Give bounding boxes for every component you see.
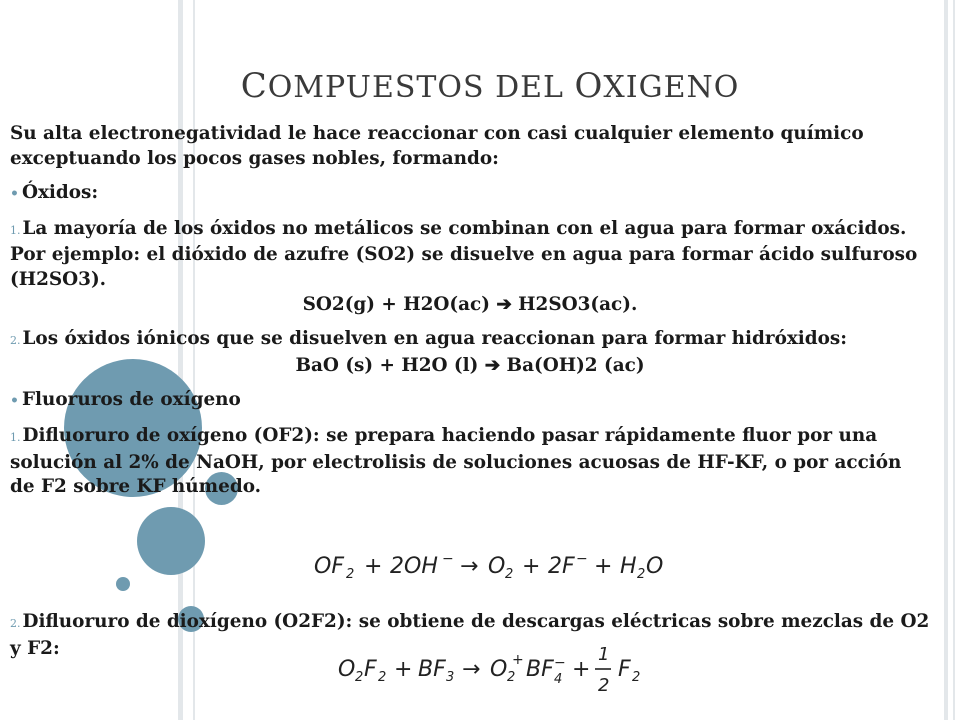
svg-text:OF: OF — [314, 554, 344, 579]
list-item-oxidos-1: 1. La mayoría de los óxidos no metálicos se combinan con el agua para formar oxácidos. Por ejemplo: el dióxido de azufre (SO2) se disuelve en agua para formar ácido sulfuroso (H2SO3). — [10, 217, 918, 290]
svg-text:BF: BF — [526, 657, 554, 682]
svg-text:+: + — [522, 554, 541, 579]
list-item-fluoruros-2: 2. Difluoruro de dioxígeno (O2F2): se obtiene de descargas eléctricas sobre mezclas de O2 y F2: — [10, 611, 930, 659]
decor-circle — [137, 507, 205, 575]
svg-text:→: → — [462, 657, 481, 682]
svg-text:F: F — [618, 657, 631, 682]
decor-line — [944, 0, 948, 720]
list-item-oxidos-2: 2. Los óxidos iónicos que se disuelven en agua reaccionan para formar hidróxidos: — [10, 328, 848, 350]
svg-text:+: + — [594, 554, 613, 579]
svg-text:−: − — [442, 551, 454, 567]
svg-text:−: − — [554, 655, 566, 671]
svg-text:3: 3 — [446, 670, 455, 685]
decor-circle — [116, 577, 130, 591]
bullet-icon: • — [10, 186, 19, 203]
svg-text:2: 2 — [507, 670, 516, 685]
equation-o2f2-image — [336, 636, 666, 698]
svg-text:2: 2 — [355, 670, 364, 685]
svg-text:2F: 2F — [548, 554, 575, 579]
slide-body — [10, 122, 930, 500]
svg-text:2: 2 — [505, 567, 514, 582]
svg-text:4: 4 — [554, 672, 563, 687]
arrow-icon: ➔ — [484, 354, 501, 376]
equation-bao: BaO (s) + H2O (l) ➔ Ba(OH)2 (ac) — [295, 354, 645, 376]
section-heading-fluoruros: • Fluoruros de oxígeno — [10, 389, 241, 411]
svg-text:+: + — [394, 657, 413, 682]
decor-line — [953, 0, 955, 720]
svg-text:→: → — [460, 554, 479, 579]
arrow-icon: ➔ — [496, 293, 512, 315]
bullet-icon: • — [10, 393, 19, 410]
svg-text:2OH: 2OH — [390, 554, 438, 579]
svg-text:2: 2 — [632, 670, 641, 685]
svg-text:F: F — [364, 657, 377, 682]
svg-text:−: − — [576, 551, 588, 567]
svg-text:+: + — [572, 657, 591, 682]
intro-paragraph: Su alta electronegatividad le hace reaccionar con casi cualquier elemento químico exceptuando los pocos gases nobles, formando: — [10, 123, 864, 169]
svg-text:+: + — [512, 652, 524, 668]
svg-text:2: 2 — [346, 567, 355, 582]
svg-text:2: 2 — [598, 675, 610, 696]
svg-text:2: 2 — [378, 670, 387, 685]
svg-text:+: + — [364, 554, 383, 579]
svg-text:1: 1 — [598, 644, 610, 665]
svg-text:O: O — [488, 554, 506, 579]
svg-text:H: H — [620, 554, 637, 579]
svg-text:O: O — [646, 554, 664, 579]
svg-text:BF: BF — [418, 657, 446, 682]
slide-title: COMPUESTOS DEL OXIGENO — [240, 66, 740, 106]
svg-text:O: O — [338, 657, 356, 682]
equation-so2: SO2(g) + H2O(ac) ➔ H2SO3(ac). — [302, 293, 638, 315]
equation-of2-image — [312, 545, 688, 583]
svg-text:2: 2 — [637, 567, 646, 582]
section-heading-oxidos: • Óxidos: — [10, 182, 99, 204]
list-item-fluoruros-1: 1. Difluoruro de oxígeno (OF2): se prepara haciendo pasar rápidamente fluor por una solución al 2% de NaOH, por electrolisis de soluciones acuosas de HF-KF, o por acción de F2 sobre KF húmedo. — [10, 424, 902, 498]
svg-text:O: O — [490, 657, 508, 682]
